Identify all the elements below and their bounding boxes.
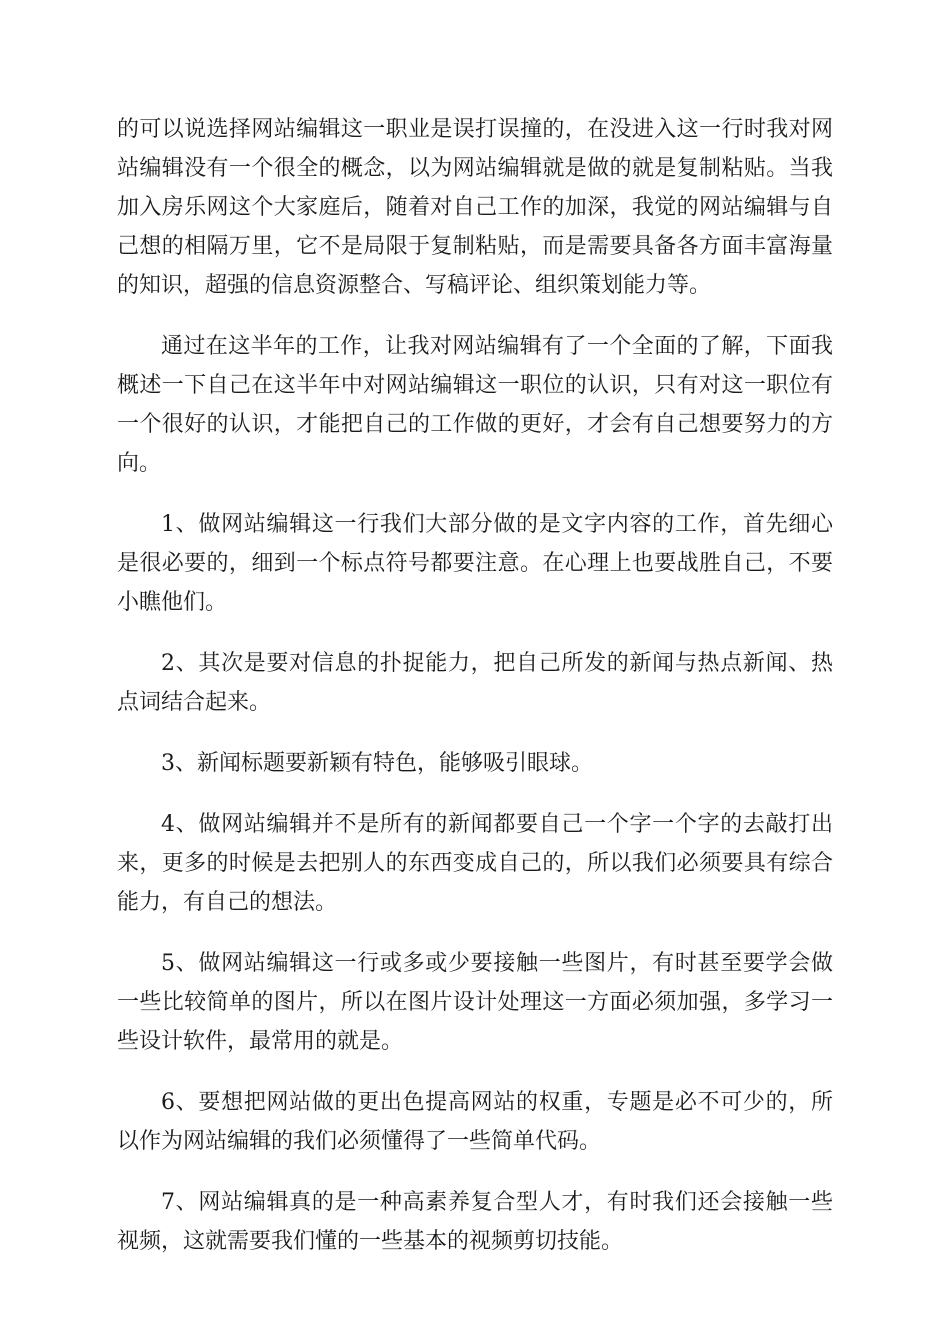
paragraph-point-7: 7、网站编辑真的是一种高素养复合型人才，有时我们还会接触一些视频，这就需要我们懂的一些基本的视频剪切技能。 (117, 1190, 833, 1254)
paragraph-point-5: 5、做网站编辑这一行或多或少要接触一些图片，有时甚至要学会做一些比较简单的图片，所以在图片设计处理这一方面必须加强，多学习一些设计软件，最常用的就是。 (117, 951, 833, 1054)
document-body (117, 110, 833, 1283)
paragraph-intro: 的可以说选择网站编辑这一职业是误打误撞的，在没进入这一行时我对网站编辑没有一个很全的概念，以为网站编辑就是做的就是复制粘贴。当我加入房乐网这个大家庭后，随着对自己工作的加深，我觉的网站编辑与自己想的相隔万里，它不是局限于复制粘贴，而是需要具备各方面丰富海量的知识，超强的信息资源整合、写稿评论、组织策划能力等。 (117, 117, 833, 298)
paragraph-overview: 通过在这半年的工作，让我对网站编辑有了一个全面的了解，下面我概述一下自己在这半年中对网站编辑这一职位的认识，只有对这一职位有一个很好的认识，才能把自己的工作做的更好，才会有自己想要努力的方向。 (117, 334, 833, 476)
paragraph-point-3: 3、新闻标题要新颖有特色，能够吸引眼球。 (161, 751, 593, 776)
paragraph-point-6: 6、要想把网站做的更出色提高网站的权重，专题是必不可少的，所以作为网站编辑的我们必须懂得了一些简单代码。 (117, 1090, 833, 1154)
paragraph-point-4: 4、做网站编辑并不是所有的新闻都要自己一个字一个字的去敲打出来，更多的时候是去把别人的东西变成自己的，所以我们必须要具有综合能力，有自己的想法。 (117, 812, 833, 915)
paragraph-point-1: 1、做网站编辑这一行我们大部分做的是文字内容的工作，首先细心是很必要的，细到一个标点符号都要注意。在心理上也要战胜自己，不要小瞧他们。 (117, 512, 833, 615)
paragraph-point-2: 2、其次是要对信息的扑捉能力，把自己所发的新闻与热点新闻、热点词结合起来。 (117, 651, 833, 715)
